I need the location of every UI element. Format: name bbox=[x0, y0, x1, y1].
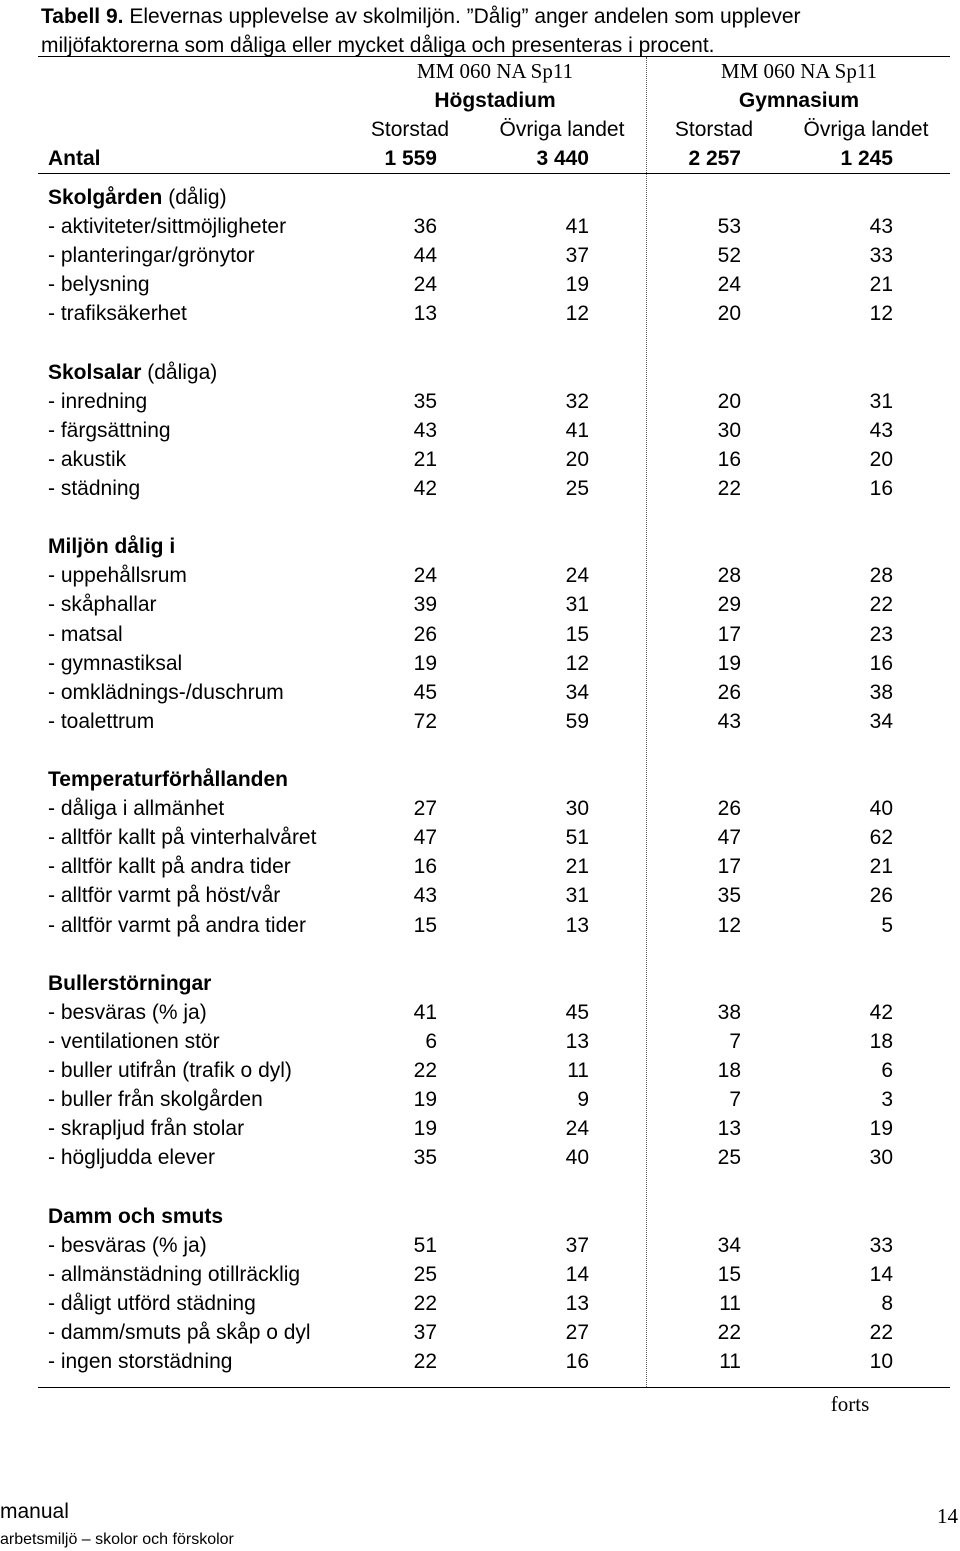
cell-value: 18 bbox=[869, 1029, 893, 1053]
cell-value: 41 bbox=[413, 1000, 437, 1024]
cell-value: 43 bbox=[413, 884, 437, 908]
cell-value: 24 bbox=[565, 564, 589, 588]
forts-label: forts bbox=[830, 1392, 870, 1416]
cell-value: 3 bbox=[881, 1088, 893, 1112]
cell-value: 9 bbox=[577, 1088, 589, 1112]
cell-value: 22 bbox=[717, 477, 741, 500]
cell-value: 30 bbox=[565, 797, 589, 821]
row-label: - skåphallar bbox=[48, 593, 157, 617]
cell-value: 24 bbox=[413, 564, 437, 588]
cell-value: 37 bbox=[413, 1320, 437, 1344]
section-title bbox=[48, 1205, 223, 1229]
section-title-suffix: (dåliga) bbox=[141, 360, 218, 384]
cell-value: 16 bbox=[869, 477, 893, 500]
cell-value: 41 bbox=[565, 418, 589, 442]
cell-value: 34 bbox=[869, 709, 893, 733]
row-label: - buller utifrån (trafik o dyl) bbox=[48, 1059, 292, 1082]
cell-value: 20 bbox=[717, 389, 741, 413]
row-label: - städning bbox=[48, 477, 141, 500]
cell-value: 21 bbox=[869, 855, 893, 879]
cell-value: 12 bbox=[565, 302, 589, 326]
cell-value: 30 bbox=[869, 1146, 893, 1170]
cell-value: 6 bbox=[425, 1029, 437, 1053]
row-label: - toalettrum bbox=[48, 709, 155, 733]
cell-value: 13 bbox=[565, 913, 589, 937]
row-label: - högljudda elever bbox=[48, 1146, 215, 1170]
cell-value: 23 bbox=[869, 622, 893, 646]
cell-value: 21 bbox=[413, 447, 437, 471]
section-title-text: Bullerstörningar bbox=[48, 971, 212, 995]
row-label: - akustik bbox=[48, 447, 127, 471]
cell-value: 20 bbox=[869, 447, 893, 471]
row-label: - belysning bbox=[48, 273, 150, 297]
cell-value: 17 bbox=[717, 855, 741, 879]
cell-value: 42 bbox=[869, 1000, 893, 1024]
cell-value: 37 bbox=[565, 244, 589, 268]
group-header-gymnasium-line2: Gymnasium bbox=[738, 89, 860, 112]
column-header: Övriga landet bbox=[803, 118, 929, 141]
cell-value: 7 bbox=[729, 1088, 741, 1112]
cell-value: 22 bbox=[869, 593, 893, 617]
cell-value: 25 bbox=[565, 477, 589, 500]
cell-value: 42 bbox=[413, 477, 437, 500]
cell-value: 15 bbox=[413, 913, 437, 937]
cell-value: 14 bbox=[565, 1262, 589, 1286]
section-title-text: Skolgården bbox=[48, 186, 163, 209]
cell-value: 25 bbox=[717, 1146, 741, 1170]
column-divider bbox=[646, 57, 647, 1387]
row-label: - omklädnings-/duschrum bbox=[48, 680, 284, 704]
cell-value: 22 bbox=[869, 1320, 893, 1344]
section-title-text: Damm och smuts bbox=[48, 1204, 224, 1228]
cell-value: 51 bbox=[565, 826, 589, 850]
group-header-hogstadium-line1: MM 060 NA Sp11 bbox=[416, 59, 574, 83]
cell-value: 12 bbox=[717, 913, 741, 937]
cell-value: 37 bbox=[565, 1233, 589, 1257]
cell-value: 17 bbox=[717, 622, 741, 646]
cell-value: 53 bbox=[717, 215, 741, 239]
section-title-text: Temperaturförhållanden bbox=[48, 768, 288, 791]
row-label: - damm/smuts på skåp o dyl bbox=[48, 1320, 311, 1344]
cell-value: 13 bbox=[565, 1291, 589, 1315]
cell-value: 12 bbox=[565, 651, 589, 675]
cell-value: 14 bbox=[869, 1262, 893, 1286]
cell-value: 16 bbox=[565, 1350, 589, 1373]
cell-value: 19 bbox=[717, 651, 741, 675]
cell-value: 39 bbox=[413, 593, 437, 617]
section-title bbox=[48, 768, 288, 792]
footer-title: manual bbox=[0, 1500, 69, 1523]
cell-value: 51 bbox=[413, 1233, 437, 1257]
row-label: - alltför varmt på höst/vår bbox=[48, 884, 281, 908]
cell-value: 19 bbox=[413, 1117, 437, 1141]
cell-value: 25 bbox=[413, 1262, 437, 1286]
cell-value: 47 bbox=[717, 826, 741, 850]
caption-label: Tabell 9. bbox=[41, 5, 124, 28]
cell-value: 72 bbox=[413, 709, 437, 733]
cell-value: 52 bbox=[717, 244, 741, 268]
header-bottom-rule bbox=[38, 173, 950, 174]
row-label: - ingen storstädning bbox=[48, 1350, 233, 1373]
cell-value: 22 bbox=[413, 1291, 437, 1315]
row-label: - alltför varmt på andra tider bbox=[48, 913, 306, 937]
cell-value: 43 bbox=[869, 418, 893, 442]
section-title bbox=[48, 535, 175, 559]
cell-value: 26 bbox=[717, 797, 741, 821]
cell-value: 29 bbox=[717, 593, 741, 617]
cell-value: 13 bbox=[413, 302, 437, 326]
cell-value: 43 bbox=[413, 418, 437, 442]
cell-value: 32 bbox=[565, 389, 589, 413]
footer-subtitle: arbetsmiljö – skolor och förskolor bbox=[0, 1531, 234, 1548]
cell-value: 43 bbox=[717, 709, 741, 733]
cell-value: 31 bbox=[565, 593, 589, 617]
cell-value: 35 bbox=[413, 1146, 437, 1170]
section-title bbox=[48, 972, 211, 996]
caption-text: Elevernas upplevelse av skolmiljön. ”Dålig” anger andelen som upplever miljöfaktorerna som dåliga eller mycket dåliga och presenteras i procent. bbox=[41, 5, 801, 57]
cell-value: 22 bbox=[413, 1350, 437, 1373]
cell-value: 47 bbox=[413, 826, 437, 850]
cell-value: 16 bbox=[717, 447, 741, 471]
cell-value: 45 bbox=[565, 1000, 589, 1024]
cell-value: 41 bbox=[565, 215, 589, 239]
antal-value: 2 257 bbox=[688, 147, 741, 170]
table-bottom-rule bbox=[38, 1387, 950, 1388]
row-label: - färgsättning bbox=[48, 418, 171, 442]
cell-value: 19 bbox=[413, 1088, 437, 1112]
cell-value: 38 bbox=[717, 1000, 741, 1024]
cell-value: 20 bbox=[565, 447, 589, 471]
row-label: - allmänstädning otillräcklig bbox=[48, 1262, 301, 1286]
cell-value: 13 bbox=[717, 1117, 741, 1141]
section-title bbox=[48, 186, 227, 210]
table-top-rule bbox=[38, 56, 950, 57]
cell-value: 24 bbox=[717, 273, 741, 297]
cell-value: 11 bbox=[567, 1059, 589, 1082]
row-label: - besväras (% ja) bbox=[48, 1233, 207, 1257]
cell-value: 15 bbox=[565, 622, 589, 646]
group-header-gymnasium-line1: MM 060 NA Sp11 bbox=[720, 59, 878, 83]
cell-value: 15 bbox=[717, 1262, 741, 1286]
cell-value: 16 bbox=[413, 855, 437, 879]
table-caption bbox=[41, 2, 941, 60]
cell-value: 43 bbox=[869, 215, 893, 239]
cell-value: 28 bbox=[717, 564, 741, 588]
cell-value: 33 bbox=[869, 1233, 893, 1257]
antal-value: 1 559 bbox=[384, 147, 437, 170]
cell-value: 26 bbox=[413, 622, 437, 646]
antal-label: Antal bbox=[48, 147, 101, 170]
cell-value: 28 bbox=[869, 564, 893, 588]
row-label: - inredning bbox=[48, 389, 148, 413]
cell-value: 19 bbox=[869, 1117, 893, 1141]
row-label: - dåligt utförd städning bbox=[48, 1291, 256, 1315]
cell-value: 35 bbox=[717, 884, 741, 908]
cell-value: 19 bbox=[565, 273, 589, 297]
cell-value: 34 bbox=[565, 680, 589, 704]
cell-value: 26 bbox=[717, 680, 741, 704]
cell-value: 40 bbox=[869, 797, 893, 821]
cell-value: 7 bbox=[729, 1029, 741, 1053]
cell-value: 11 bbox=[719, 1350, 741, 1373]
cell-value: 59 bbox=[565, 709, 589, 733]
row-label: - dåliga i allmänhet bbox=[48, 797, 225, 821]
antal-value: 1 245 bbox=[840, 147, 893, 170]
cell-value: 38 bbox=[869, 680, 893, 704]
cell-value: 21 bbox=[565, 855, 589, 879]
cell-value: 44 bbox=[413, 244, 437, 268]
row-label: - gymnastiksal bbox=[48, 651, 183, 675]
cell-value: 35 bbox=[413, 389, 437, 413]
cell-value: 34 bbox=[717, 1233, 741, 1257]
row-label: - skrapljud från stolar bbox=[48, 1117, 245, 1141]
cell-value: 6 bbox=[881, 1059, 893, 1082]
cell-value: 62 bbox=[869, 826, 893, 850]
column-header: Övriga landet bbox=[499, 118, 625, 141]
cell-value: 22 bbox=[413, 1059, 437, 1082]
cell-value: 30 bbox=[717, 418, 741, 442]
cell-value: 31 bbox=[869, 389, 893, 413]
row-label: - besväras (% ja) bbox=[48, 1000, 207, 1024]
cell-value: 12 bbox=[869, 302, 893, 326]
row-label: - alltför kallt på andra tider bbox=[48, 855, 291, 879]
cell-value: 18 bbox=[717, 1059, 741, 1082]
cell-value: 33 bbox=[869, 244, 893, 268]
cell-value: 20 bbox=[717, 302, 741, 326]
column-header: Storstad bbox=[674, 118, 754, 141]
row-label: - trafiksäkerhet bbox=[48, 302, 187, 326]
section-title-text: Miljön dålig i bbox=[48, 535, 176, 559]
cell-value: 21 bbox=[869, 273, 893, 297]
row-label: - planteringar/grönytor bbox=[48, 244, 255, 268]
cell-value: 27 bbox=[565, 1320, 589, 1344]
row-label: - alltför kallt på vinterhalvåret bbox=[48, 826, 317, 850]
cell-value: 10 bbox=[869, 1350, 893, 1373]
cell-value: 24 bbox=[413, 273, 437, 297]
section-title bbox=[48, 361, 217, 385]
row-label: - matsal bbox=[48, 622, 123, 646]
row-label: - uppehållsrum bbox=[48, 564, 187, 588]
cell-value: 5 bbox=[881, 913, 893, 937]
cell-value: 27 bbox=[413, 797, 437, 821]
cell-value: 11 bbox=[719, 1291, 741, 1315]
row-label: - buller från skolgården bbox=[48, 1088, 263, 1112]
cell-value: 16 bbox=[869, 651, 893, 675]
section-title-text: Skolsalar bbox=[48, 360, 142, 384]
cell-value: 8 bbox=[881, 1291, 893, 1315]
cell-value: 19 bbox=[413, 651, 437, 675]
cell-value: 26 bbox=[869, 884, 893, 908]
cell-value: 45 bbox=[413, 680, 437, 704]
section-title-suffix: (dålig) bbox=[162, 186, 227, 209]
cell-value: 24 bbox=[565, 1117, 589, 1141]
cell-value: 13 bbox=[565, 1029, 589, 1053]
column-header: Storstad bbox=[370, 118, 450, 141]
row-label: - ventilationen stör bbox=[48, 1029, 220, 1053]
group-header-hogstadium-line2: Högstadium bbox=[434, 89, 556, 112]
cell-value: 40 bbox=[565, 1146, 589, 1170]
antal-value: 3 440 bbox=[536, 147, 589, 170]
cell-value: 22 bbox=[717, 1320, 741, 1344]
row-label: - aktiviteter/sittmöjligheter bbox=[48, 215, 287, 239]
cell-value: 31 bbox=[565, 884, 589, 908]
cell-value: 36 bbox=[413, 215, 437, 239]
page-number: 14 bbox=[937, 1504, 958, 1528]
